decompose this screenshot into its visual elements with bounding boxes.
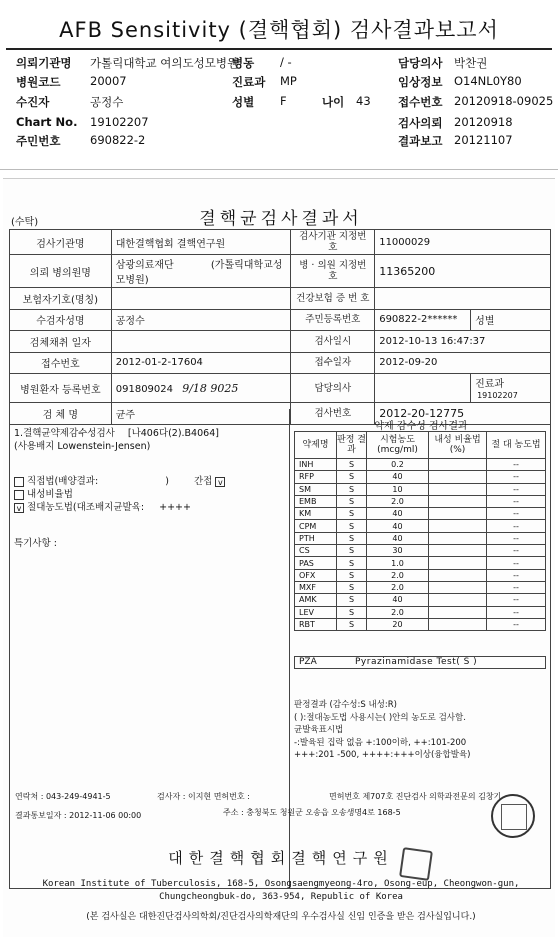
cell-label: 병 · 의원 지정번호 xyxy=(291,255,375,288)
drug-absolute: -- xyxy=(487,532,546,544)
cell-value: 대한결핵협회 결핵연구원 xyxy=(111,230,291,255)
field-value: 43 xyxy=(356,94,371,108)
hospital-name: 삼광의료재단 xyxy=(115,260,174,271)
drug-proportion xyxy=(429,545,487,557)
drug-name: RFP xyxy=(295,471,337,483)
judgement-line: 판정결과 (감수성:S 내성:R) xyxy=(294,700,397,710)
drug-row xyxy=(295,508,546,520)
drug-result: S xyxy=(337,508,367,520)
cell-label: 접수번호 xyxy=(10,352,112,374)
drug-name: RBT xyxy=(295,618,337,630)
registration-no: 091809024 xyxy=(115,383,174,395)
cell-label: 의뢰 병의원명 xyxy=(10,255,112,288)
cell-value xyxy=(375,374,471,403)
field-label: 의뢰기관명 xyxy=(16,56,72,70)
cell-value: 2012-10-13 16:47:37 xyxy=(375,331,551,353)
drug-absolute: -- xyxy=(487,618,546,630)
cell-value xyxy=(111,331,291,353)
drug-proportion xyxy=(429,557,487,569)
field-sex xyxy=(232,94,287,110)
info-row-insurance xyxy=(10,288,551,310)
field-label: 임상정보 xyxy=(398,75,443,89)
drug-concentration: 10 xyxy=(367,483,429,495)
col-absolute: 절 대 농도법 xyxy=(487,432,546,459)
drug-row xyxy=(295,459,546,471)
drug-name: EMB xyxy=(295,495,337,507)
sex-label: 성별 xyxy=(475,316,495,328)
drug-result: S xyxy=(337,618,367,630)
field-age xyxy=(322,94,371,110)
drug-proportion xyxy=(429,594,487,606)
pza-value: Pyrazinamidase Test( S ) xyxy=(355,657,478,667)
drug-name: AMK xyxy=(295,594,337,606)
report-sheet xyxy=(9,179,553,938)
drug-proportion xyxy=(429,520,487,532)
header-rule xyxy=(6,48,552,50)
drug-name: LEV xyxy=(295,606,337,618)
cell-value xyxy=(111,288,291,310)
drug-name: PTH xyxy=(295,532,337,544)
field-label: 병원코드 xyxy=(16,75,61,89)
field-value: 20007 xyxy=(90,74,127,88)
field-requesting-org xyxy=(16,55,239,71)
drug-name: INH xyxy=(295,459,337,471)
contact-phone: 연락처 : 043-249-4941-5 xyxy=(15,792,111,801)
remarks-label: 특기사항 : xyxy=(14,538,57,549)
drug-concentration: 2.0 xyxy=(367,495,429,507)
control-growth-value: ++++ xyxy=(159,502,191,513)
field-receipt-no xyxy=(398,94,554,110)
indirect-method-checkbox[interactable]: v xyxy=(215,477,225,487)
drug-row xyxy=(295,606,546,618)
drug-row xyxy=(295,520,546,532)
direct-method-close: ) xyxy=(165,476,169,487)
cell-label: 병원환자 등록번호 xyxy=(10,374,112,403)
cell-value xyxy=(111,374,291,403)
drug-table xyxy=(294,431,546,631)
cell-sex xyxy=(471,309,551,331)
field-report-date xyxy=(398,133,513,149)
drug-row xyxy=(295,618,546,630)
field-department xyxy=(232,74,297,90)
field-clinical-info xyxy=(398,74,522,90)
info-row-receipt xyxy=(10,352,551,374)
absolute-conc-line xyxy=(14,499,191,513)
field-chart-no xyxy=(16,115,149,129)
drug-row xyxy=(295,581,546,593)
field-label: 병동 xyxy=(232,56,255,70)
absolute-conc-label: 절대농도법(대조배지균발육: xyxy=(27,502,145,513)
drug-proportion xyxy=(429,483,487,495)
drug-result: S xyxy=(337,581,367,593)
drug-row xyxy=(295,495,546,507)
field-label: 주민번호 xyxy=(16,134,61,148)
drug-name: CPM xyxy=(295,520,337,532)
drug-name: OFX xyxy=(295,569,337,581)
field-value: 20120918-09025 xyxy=(454,94,554,108)
drug-name: SM xyxy=(295,483,337,495)
cell-label: 검사기관명 xyxy=(10,230,112,255)
col-result: 판정 결과 xyxy=(337,432,367,459)
drug-result: S xyxy=(337,532,367,544)
cell-label: 주민등록번호 xyxy=(291,309,375,331)
cell-label: 접수일자 xyxy=(291,352,375,374)
cell-value: 2012-20-12775 xyxy=(375,403,551,425)
field-label: 수진자 xyxy=(16,95,50,109)
field-request-date xyxy=(398,115,513,131)
indirect-method-label: 간접 xyxy=(193,476,213,487)
drug-absolute: -- xyxy=(487,606,546,618)
drug-absolute: -- xyxy=(487,581,546,593)
cell-label: 건강보험 증 번 호 xyxy=(291,288,375,310)
english-address-2: Chungcheongbuk-do, 363-954, Republic of Korea xyxy=(159,892,403,902)
field-label: 나이 xyxy=(322,95,345,109)
drug-concentration: 2.0 xyxy=(367,581,429,593)
field-value: 가톨릭대학교 여의도성모병원 xyxy=(90,56,239,70)
cell-value: 2012-01-2-17604 xyxy=(111,352,291,374)
field-label: Chart No. xyxy=(16,115,78,129)
drug-absolute: -- xyxy=(487,508,546,520)
cell-value: 균주 xyxy=(111,403,291,425)
field-label: 성별 xyxy=(232,95,255,109)
drug-row xyxy=(295,594,546,606)
proportion-method-label: 내성비율법 xyxy=(27,489,73,500)
drug-concentration: 40 xyxy=(367,594,429,606)
drug-proportion xyxy=(429,508,487,520)
drug-result: S xyxy=(337,471,367,483)
info-row-collection xyxy=(10,331,551,353)
drug-concentration: 40 xyxy=(367,532,429,544)
drug-absolute: -- xyxy=(487,471,546,483)
doctor-license: 면허번호 제707호 진단검사 의학과전문의 김창기 xyxy=(329,792,502,801)
drug-proportion xyxy=(429,606,487,618)
test-code: [나406다(2).B4064] xyxy=(127,428,219,439)
cell-value: 690822-2****** xyxy=(375,309,471,331)
dept-value: 19102207 xyxy=(477,391,518,400)
drug-absolute: -- xyxy=(487,495,546,507)
drug-result: S xyxy=(337,606,367,618)
col-concentration: 시험농도 (mcg/ml) xyxy=(367,432,429,459)
drug-concentration: 1.0 xyxy=(367,557,429,569)
field-value: 박찬권 xyxy=(454,56,488,70)
cell-value xyxy=(111,255,291,288)
drug-row xyxy=(295,545,546,557)
drug-concentration: 30 xyxy=(367,545,429,557)
pza-row xyxy=(294,656,546,669)
drug-proportion xyxy=(429,581,487,593)
field-doctor xyxy=(398,55,488,71)
judgement-line: 균발육표시법 xyxy=(294,725,344,735)
culture-media: (사용배지 Lowenstein-Jensen) xyxy=(14,441,151,452)
cell-value: 공정수 xyxy=(111,309,291,331)
col-proportion: 내성 비율법(%) xyxy=(429,432,487,459)
drug-absolute: -- xyxy=(487,459,546,471)
judgement-line: -:발육된 집락 없음 +:100이하, ++:101-200 xyxy=(294,737,467,748)
cell-label: 검사기관 지정번호 xyxy=(291,230,375,255)
field-ward xyxy=(232,55,292,71)
test-name-line xyxy=(14,425,219,439)
info-row-patient xyxy=(10,309,551,331)
judgement-line: +++:201 -500, ++++:+++이상(융합발육) xyxy=(294,750,471,760)
info-table xyxy=(9,229,551,425)
cell-label: 보험자기호(명칭) xyxy=(10,288,112,310)
drug-result: S xyxy=(337,459,367,471)
field-value: / - xyxy=(280,55,292,69)
drug-row xyxy=(295,471,546,483)
drug-result: S xyxy=(337,520,367,532)
drug-result: S xyxy=(337,483,367,495)
drug-proportion xyxy=(429,532,487,544)
cell-value: 2012-09-20 xyxy=(375,352,551,374)
field-value: O14NL0Y80 xyxy=(454,74,522,88)
drug-absolute: -- xyxy=(487,520,546,532)
consignment-tag: (수탁) xyxy=(11,217,39,228)
drug-proportion xyxy=(429,459,487,471)
field-label: 진료과 xyxy=(232,75,266,89)
drug-result: S xyxy=(337,594,367,606)
cell-department xyxy=(471,374,551,403)
report-date: 결과통보일자 : 2012-11-06 00:00 xyxy=(15,811,142,820)
field-label: 접수번호 xyxy=(398,95,443,109)
report-title: 결핵균검사결과서 xyxy=(199,209,363,229)
field-value: 공정수 xyxy=(90,95,124,109)
direct-method-line xyxy=(14,473,225,487)
drug-name: PAS xyxy=(295,557,337,569)
hospital-sub: (가톨릭대학교성모병원) xyxy=(115,260,283,286)
drug-proportion xyxy=(429,569,487,581)
drug-result: S xyxy=(337,545,367,557)
drug-concentration: 20 xyxy=(367,618,429,630)
proportion-method-checkbox[interactable] xyxy=(14,490,24,500)
drug-table-header xyxy=(295,432,546,459)
institute-address: 주소 : 충청북도 청원군 오송읍 오송생명4로 168-5 xyxy=(223,808,401,817)
cell-value: 11365200 xyxy=(375,255,551,288)
drug-absolute: -- xyxy=(487,483,546,495)
header-title: AFB Sensitivity (결핵협회) 검사결과보고서 xyxy=(59,18,499,42)
drug-result: S xyxy=(337,557,367,569)
dept-label: 진료과 xyxy=(475,379,505,390)
field-value: 20120918 xyxy=(454,115,513,129)
absolute-conc-checkbox[interactable]: v xyxy=(14,503,24,513)
drug-row xyxy=(295,557,546,569)
cell-label: 검사번호 xyxy=(291,403,375,425)
field-label: 검사의뢰 xyxy=(398,116,443,130)
direct-method-checkbox[interactable] xyxy=(14,477,24,487)
field-patient xyxy=(16,94,124,110)
field-resident-no xyxy=(16,133,146,149)
drug-row xyxy=(295,569,546,581)
drug-row xyxy=(295,483,546,495)
scanned-report xyxy=(3,178,555,937)
cell-label: 검 체 명 xyxy=(10,403,112,425)
cell-value xyxy=(375,288,551,310)
drug-concentration: 40 xyxy=(367,520,429,532)
drug-proportion xyxy=(429,471,487,483)
test-name: 1.결핵균약제감수성검사 xyxy=(14,428,115,439)
pza-label: PZA xyxy=(299,657,317,667)
drug-absolute: -- xyxy=(487,545,546,557)
institute-name: 대한결핵협회결핵연구원 xyxy=(168,849,394,867)
drug-concentration: 40 xyxy=(367,508,429,520)
field-value: 690822-2 xyxy=(90,133,146,147)
drug-proportion xyxy=(429,618,487,630)
direct-method-label: 직접법(배양결과: xyxy=(27,476,99,487)
drug-result: S xyxy=(337,569,367,581)
handwritten-note: 9/18 9025 xyxy=(182,381,239,395)
field-value: MP xyxy=(280,74,297,88)
drug-name: KM xyxy=(295,508,337,520)
drug-result: S xyxy=(337,495,367,507)
info-row-lab xyxy=(10,230,551,255)
drug-concentration: 2.0 xyxy=(367,569,429,581)
field-label: 담당의사 xyxy=(398,56,443,70)
cell-label: 검체채취 일자 xyxy=(10,331,112,353)
cell-label: 검사일시 xyxy=(291,331,375,353)
field-hospital-code xyxy=(16,74,127,90)
drug-absolute: -- xyxy=(487,557,546,569)
drug-absolute: -- xyxy=(487,569,546,581)
accreditation-notice: (본 검사실은 대한진단검사의학회/진단검사의학재단의 우수검사실 신임 인증을 받은 검사실입니다.) xyxy=(86,912,476,922)
drug-proportion xyxy=(429,495,487,507)
drug-concentration: 40 xyxy=(367,471,429,483)
drug-name: MXF xyxy=(295,581,337,593)
examiner: 검사자 : 이지현 면허번호 : xyxy=(157,792,250,801)
english-address-1: Korean Institute of Tuberculosis, 168-5, Osongsaengmyeong-4ro, Osong-eup, Cheongwon-gun, xyxy=(42,879,520,889)
drug-name: CS xyxy=(295,545,337,557)
field-value: F xyxy=(280,94,287,108)
field-value: 20121107 xyxy=(454,133,513,147)
field-label: 결과보고 xyxy=(398,134,443,148)
drug-concentration: 0.2 xyxy=(367,459,429,471)
cell-label: 수검자성명 xyxy=(10,309,112,331)
field-value: 19102207 xyxy=(90,115,149,129)
proportion-method-line xyxy=(14,486,73,500)
official-seal xyxy=(491,794,535,838)
drug-row xyxy=(295,532,546,544)
info-row-registration xyxy=(10,374,551,403)
drug-panel-title: 약제 감수성 검사결과 xyxy=(374,421,468,432)
judgement-legend xyxy=(294,699,470,762)
judgement-line: ( ):절대농도법 사용시는( )안의 농도로 검사함. xyxy=(294,712,466,723)
cell-value: 11000029 xyxy=(375,230,551,255)
report-header xyxy=(0,0,558,170)
cell-label: 담당의사 xyxy=(291,374,375,403)
drug-concentration: 2.0 xyxy=(367,606,429,618)
drug-absolute: -- xyxy=(487,594,546,606)
info-row-hospital xyxy=(10,255,551,288)
col-drug: 약제명 xyxy=(295,432,337,459)
